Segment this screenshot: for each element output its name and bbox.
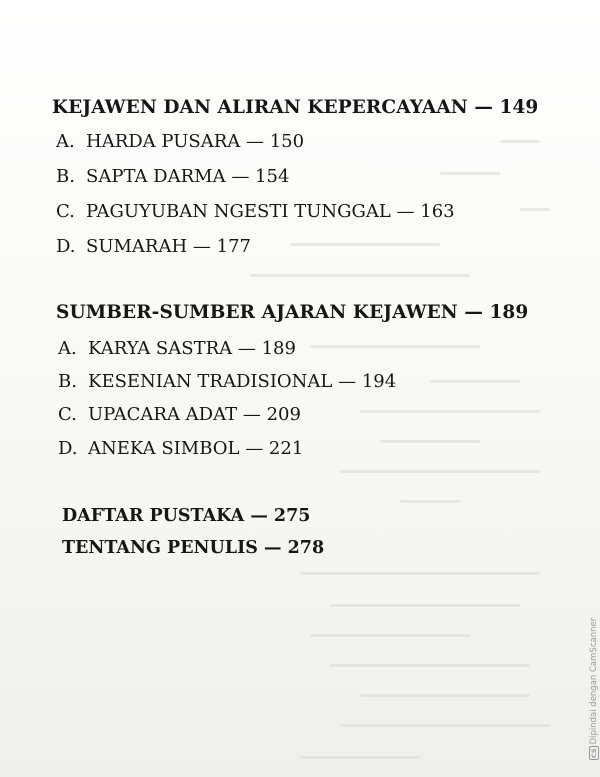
item-title: SUMARAH — 177 [86, 236, 251, 257]
camscanner-logo-icon: CS [590, 748, 598, 758]
toc-item [56, 238, 251, 256]
item-title: HARDA PUSARA — 150 [86, 131, 305, 152]
toc-item [56, 168, 289, 186]
toc-item [58, 406, 301, 424]
toc-item [56, 133, 304, 151]
back-matter-bibliography: DAFTAR PUSTAKA — 275 [62, 506, 311, 526]
item-title: SAPTA DARMA — 154 [86, 166, 290, 187]
item-letter: B. [56, 166, 75, 187]
item-letter: C. [56, 201, 75, 222]
item-letter: C. [58, 404, 77, 425]
watermark-label: Dipindai dengan CamScanner [589, 617, 599, 745]
item-title: ANEKA SIMBOL — 221 [88, 438, 304, 459]
item-title: KESENIAN TRADISIONAL — 194 [88, 371, 397, 392]
scanner-watermark [578, 617, 599, 760]
item-title: KARYA SASTRA — 189 [88, 338, 296, 359]
toc-item [58, 373, 396, 391]
item-letter: B. [58, 371, 77, 392]
back-matter-about-author: TENTANG PENULIS — 278 [62, 538, 325, 558]
section-heading-kejawen-aliran: KEJAWEN DAN ALIRAN KEPERCAYAAN — 149 [52, 97, 539, 118]
toc-item [58, 340, 296, 358]
item-letter: D. [56, 236, 76, 257]
item-letter: A. [58, 338, 77, 359]
toc-item [56, 203, 455, 221]
item-letter: D. [58, 438, 78, 459]
item-letter: A. [56, 131, 75, 152]
toc-item [58, 440, 303, 458]
watermark-text [589, 618, 599, 760]
section-heading-sumber-ajaran: SUMBER-SUMBER AJARAN KEJAWEN — 189 [56, 302, 529, 323]
item-title: UPACARA ADAT — 209 [88, 404, 301, 425]
item-title: PAGUYUBAN NGESTI TUNGGAL — 163 [86, 201, 455, 222]
